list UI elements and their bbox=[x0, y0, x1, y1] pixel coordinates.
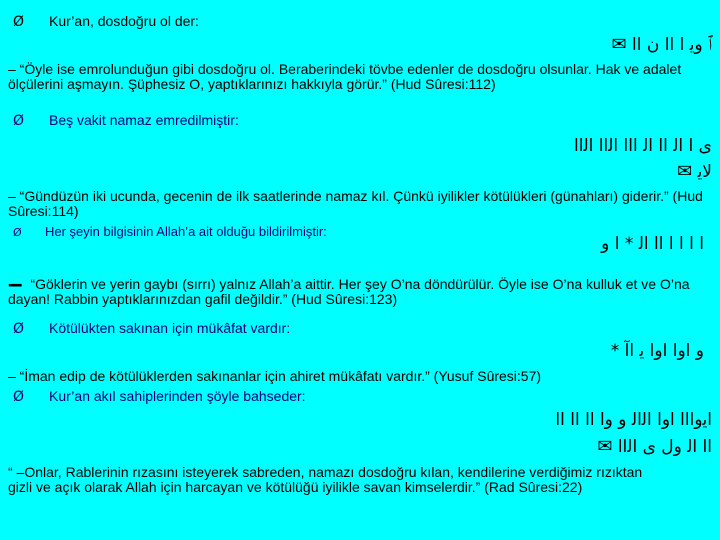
bullet-text: Kötülükten sakınan için mükâfat vardır: bbox=[49, 320, 291, 336]
arabic-verse-2-end bbox=[677, 160, 712, 184]
arabic-text: ﻯ ﺍ ﺍﻟ ﺍﺍ ﺍﻟ ﺍﺍﺍ ﺍﻟﺍﺍ ﺍﻟﺍﺍ bbox=[574, 136, 712, 156]
verse-mark-icon: ✉ bbox=[597, 436, 613, 457]
arrow-bullet-icon: Ø bbox=[13, 14, 25, 30]
arrow-bullet-icon: Ø bbox=[13, 226, 22, 239]
arabic-text: ﺍﻳﻭﺍﺍﺍ ﺍﻭﺍ ﺍﻟﺍﻟ ﻭ ﻭﺍ ﺍﺍ ﺍﺍ ﺍﺍ bbox=[555, 410, 712, 430]
arrow-bullet-icon: Ø bbox=[13, 389, 25, 405]
translation-hud-112: – “Öyle ise emrolunduğun gibi dosdoğru ol. Beraberindeki tövbe edenler de dosdoğru olsunlar. Hak ve adalet ölçülerini aşmayın. Şüphesiz O, yaptıklarınızı hakkıyla görür.” (Hud Sûresi:112) bbox=[8, 61, 682, 92]
dash: – bbox=[8, 268, 23, 298]
arabic-verse-3 bbox=[601, 232, 704, 256]
arrow-bullet-icon: Ø bbox=[13, 321, 25, 337]
arabic-verse-2 bbox=[574, 134, 712, 158]
verse-mark-icon: ✉ bbox=[677, 161, 693, 182]
bullet-namaz bbox=[13, 112, 239, 129]
bullet-gayb bbox=[13, 224, 327, 241]
bullet-text: Kur’an, dosdoğru ol der: bbox=[49, 13, 199, 29]
translation-yusuf-57: – “İman edip de kötülüklerden sakınanlar için ahiret mükâfatı vardır.” (Yusuf Sûresi:57) bbox=[8, 368, 542, 384]
arabic-verse-5 bbox=[555, 408, 712, 432]
arrow-bullet-icon: Ø bbox=[13, 113, 25, 129]
arabic-text: ﻟﺎﻳ bbox=[697, 162, 712, 182]
arabic-text: ﺍﺍ ﺍﻟ ﻭﻝ ﻯ ﺍﻟﺍﺍ bbox=[617, 437, 712, 457]
bullet-akil-sahipleri bbox=[13, 388, 306, 405]
arabic-verse-4 bbox=[611, 339, 704, 363]
verse-mark-icon: ✉ bbox=[611, 34, 627, 55]
translation-text: “Göklerin ve yerin gaybı (sırrı) yalnız Allah’a aittir. Her şey O’na döndürülür. Öyle ise O’na kulluk et ve O’na dayan! Rabbin yaptıklarınızdan gafil değildir.” (Hud Sûresi:123) bbox=[8, 276, 690, 307]
bullet-text: Her şeyin bilgisinin Allah’a ait olduğu bildirilmiştir: bbox=[45, 224, 327, 239]
arabic-text: ﭐ ﻭﻳ ﺍ ﺍﺍ ﻥ ﺍﺍ bbox=[632, 35, 712, 55]
bullet-text: Beş vakit namaz emredilmiştir: bbox=[49, 112, 239, 128]
bullet-text: Kur’an akıl sahiplerinden şöyle bahseder: bbox=[49, 388, 306, 404]
bullet-kuran-dosdogru bbox=[13, 13, 199, 30]
translation-rad-22: “ –Onlar, Rablerinin rızasını isteyerek sabreden, namazı dosdoğru kılan, kendilerine verdiğimiz rızıktan gizli ve açık olarak Allah için harcayan ve kötülüğü iyilikle savan kimselerdir.” (Rad Sûresi:22) bbox=[8, 464, 643, 495]
arabic-text: ﺍ ﺍ ﺍ ﺍ ﺍﺍ ﺍﻟ * ﺍ ﻭ bbox=[601, 234, 704, 254]
arabic-verse-5-end bbox=[597, 435, 712, 459]
arabic-text: ﻭ ﺍﻭﺍ ﺍﻭﺍ ﻳ ﺍﺁ * bbox=[610, 341, 704, 361]
bullet-mukafat bbox=[13, 320, 290, 337]
arabic-verse-1 bbox=[612, 33, 712, 57]
translation-hud-123 bbox=[8, 268, 708, 307]
translation-hud-114: – “Gündüzün iki ucunda, gecenin de ilk saatlerinde namaz kıl. Çünkü iyilikler kötülükleri (günahları) giderir.” (Hud Sûresi:114) bbox=[8, 188, 703, 219]
